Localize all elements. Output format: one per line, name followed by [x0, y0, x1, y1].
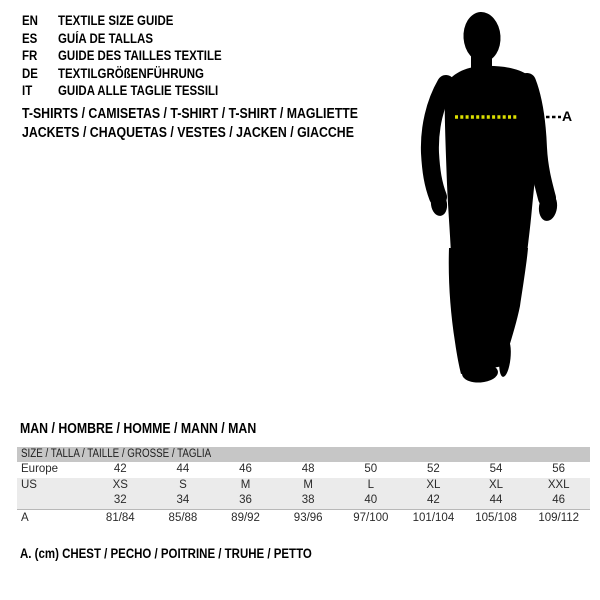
table-cell: 89/92: [231, 511, 260, 524]
table-row-chest-cm: [17, 509, 590, 527]
size-table: [17, 447, 590, 526]
language-row-en: [22, 12, 251, 30]
language-term-text: TEXTILE SIZE GUIDE: [58, 13, 174, 29]
language-row-it: [22, 82, 251, 100]
table-row-europe: [17, 462, 590, 478]
table-cell: M: [303, 478, 313, 491]
table-cell: 48: [301, 463, 315, 475]
table-cell: 42: [113, 463, 127, 475]
table-row-us-numeric: [17, 493, 590, 509]
table-cell: XXL: [547, 478, 570, 491]
language-term: [58, 83, 247, 98]
size-table-header-text: SIZE / TALLA / TAILLE / GRÖSSE / TAGLIA: [21, 448, 212, 460]
table-cell: 44: [176, 463, 190, 475]
category-text: T-SHIRTS / CAMISETAS / T-SHIRT / T-SHIRT / MAGLIETTE: [22, 106, 358, 123]
language-term-text: TEXTILGRÖßENFÜHRUNG: [58, 65, 204, 81]
garment-categories: [22, 105, 417, 142]
language-term: [58, 48, 251, 63]
language-code: [22, 13, 58, 28]
table-cell: 36: [239, 494, 252, 506]
table-cell: 46: [552, 494, 566, 506]
row-label: US: [21, 478, 37, 491]
row-label: Europe: [21, 463, 59, 475]
silhouette-legs: [449, 248, 528, 374]
language-code-text: ES: [22, 30, 38, 46]
table-cell: XL: [489, 478, 504, 491]
measurement-footnote-text: A. (cm) CHEST / PECHO / POITRINE / TRUHE / PETTO: [20, 546, 312, 561]
table-cell: 40: [364, 494, 378, 506]
category-text: JACKETS / CHAQUETAS / VESTES / JACKEN / GIACCHE: [22, 124, 354, 141]
language-code: [22, 66, 58, 81]
table-cell: 109/112: [538, 511, 580, 524]
table-cell: L: [367, 478, 375, 491]
table-cell: 44: [489, 494, 503, 506]
table-cell: 81/84: [105, 511, 135, 524]
language-term-text: GUIDA ALLE TAGLIE TESSILI: [58, 83, 219, 99]
figure-container: [415, 8, 575, 393]
table-cell: 42: [427, 494, 440, 506]
row-label: A: [21, 511, 29, 524]
table-cell: XS: [112, 478, 128, 491]
silhouette-left-arm: [430, 84, 446, 197]
size-table-header: [17, 447, 590, 462]
language-code-text: FR: [22, 48, 38, 64]
language-code-text: IT: [22, 83, 33, 99]
section-title-text: MAN / HOMBRE / HOMME / MANN / MAN: [20, 421, 257, 437]
measure-label-a: A: [562, 108, 573, 124]
category-line-tshirts: [22, 105, 417, 124]
table-cell: XL: [426, 478, 441, 491]
table-cell: 34: [176, 494, 190, 506]
language-term: [58, 13, 194, 28]
language-row-es: [22, 30, 251, 48]
table-cell: 85/88: [168, 511, 198, 524]
table-cell: 105/108: [475, 511, 517, 524]
table-cell: 52: [427, 463, 440, 475]
language-term: [58, 31, 170, 46]
category-line-jackets: [22, 124, 417, 143]
language-row-fr: [22, 47, 251, 65]
table-cell: S: [179, 478, 187, 491]
language-code: [22, 83, 58, 98]
table-cell: 93/96: [293, 511, 323, 524]
language-row-de: [22, 65, 251, 83]
language-code-text: DE: [22, 65, 38, 81]
measurement-footnote: [20, 546, 363, 561]
table-cell: 38: [301, 494, 315, 506]
table-cell: 54: [489, 463, 503, 475]
language-term-text: GUÍA DE TALLAS: [58, 30, 153, 46]
table-cell: 46: [239, 463, 252, 475]
man-silhouette: [415, 8, 565, 393]
language-code-text: EN: [22, 13, 38, 29]
table-cell: 101/104: [412, 511, 455, 524]
table-row-us: [17, 478, 590, 494]
row-label: [17, 493, 89, 509]
section-title-man: [20, 421, 298, 437]
language-term: [58, 66, 230, 81]
table-cell: 32: [113, 494, 127, 506]
table-cell: M: [240, 478, 251, 491]
table-cell: 56: [552, 463, 566, 475]
table-cell: 50: [364, 463, 378, 475]
table-cell: 97/100: [353, 511, 389, 524]
language-code: [22, 48, 58, 63]
language-code: [22, 31, 58, 46]
language-list: [22, 12, 251, 100]
language-term-text: GUIDE DES TAILLES TEXTILE: [58, 48, 222, 64]
